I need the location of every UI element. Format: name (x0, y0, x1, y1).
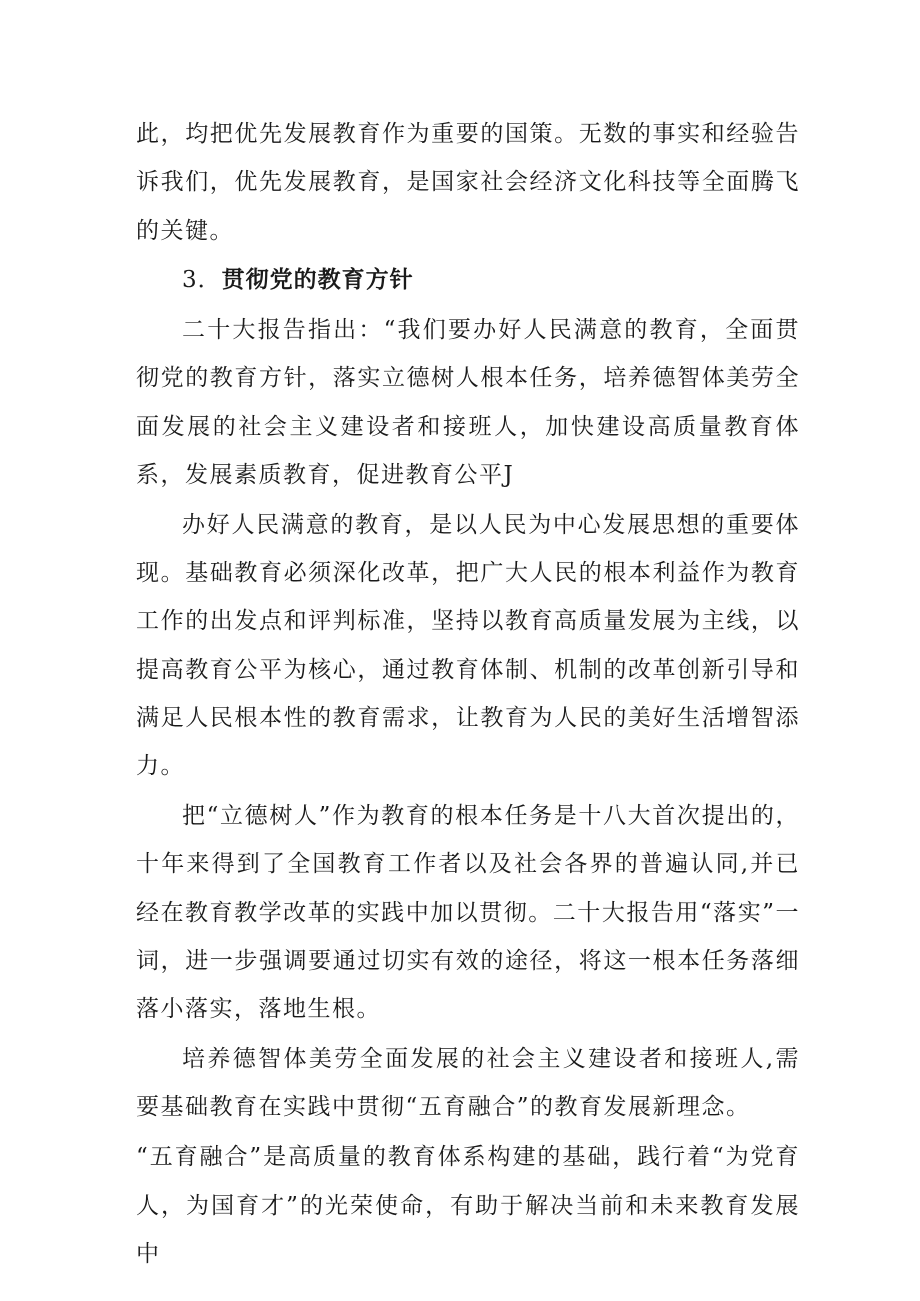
paragraph-satisfactory-education: 办好人民满意的教育，是以人民为中心发展思想的重要体现。基础教育必须深化改革，把广大人民的根本利益作为教育工作的出发点和评判标准，坚持以教育高质量发展为主线，以提高教育公平为核心，通过教育体制、机制的改革创新引导和满足人民根本性的教育需求，让教育为人民的美好生活增智添力。 (136, 511, 800, 780)
paragraph-five-fusion: “五育融合”是高质量的教育体系构建的基础，践行着“为党育人，为国育才”的光荣使命，有助于解决当前和未来教育发展中 (136, 1144, 800, 1267)
section-heading (136, 256, 800, 304)
paragraph-report-quote: 二十大报告指出：“我们要办好人民满意的教育，全面贯彻党的教育方针，落实立德树人根本任务，培养德智体美劳全面发展的社会主义建设者和接班人，加快建设高质量教育体系，发展素质教育，促进教育公平J (136, 317, 800, 489)
document-body (136, 110, 800, 1280)
section-title: 贯彻党的教育方针 (221, 266, 414, 294)
paragraph-lide-shuren: 把“立德树人”作为教育的根本任务是十八大首次提出的，十年来得到了全国教育工作者以及社会各界的普遍认同,并已经在教育教学改革的实践中加以贯彻。二十大报告用“落实”一词，进一步强调要通过切实有效的途径，将这一根本任务落细落小落实，落地生根。 (136, 803, 800, 1023)
paragraph-continuation: 此，均把优先发展教育作为重要的国策。无数的事实和经验告诉我们，优先发展教育，是国家社会经济文化科技等全面腾飞的关键。 (136, 121, 800, 244)
paragraph-five-education: 培养德智体美劳全面发展的社会主义建设者和接班人,需要基础教育在实践中贯彻“五育融合”的教育发展新理念。 (136, 1046, 800, 1121)
section-number: 3． (182, 267, 222, 294)
